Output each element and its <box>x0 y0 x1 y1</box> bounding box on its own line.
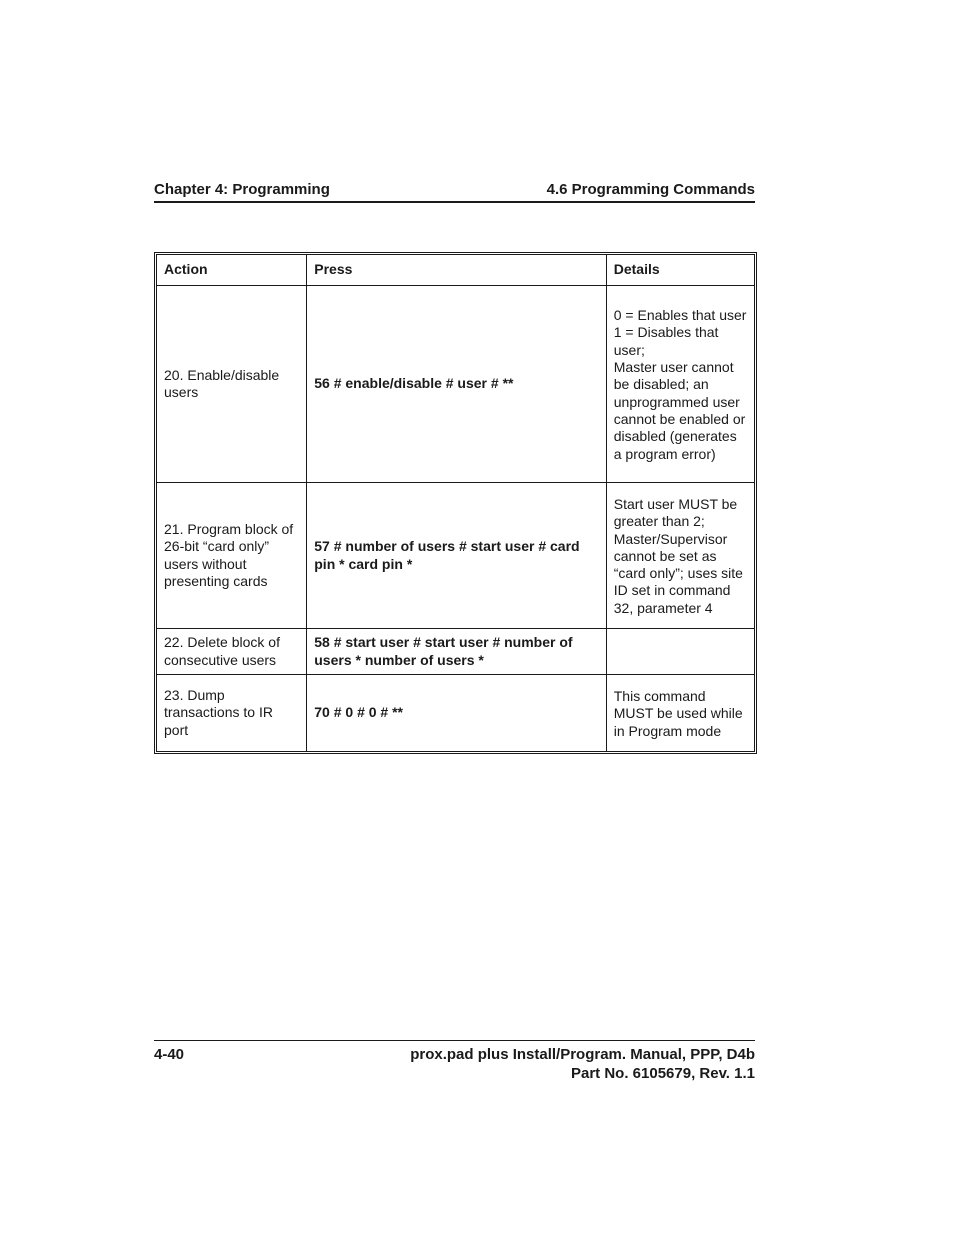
footer-document-info <box>410 1045 755 1083</box>
footer-manual-title: prox.pad plus Install/Program. Manual, PPP, D4b <box>410 1046 755 1063</box>
table-row <box>157 483 755 629</box>
details-line: Master user cannot be disabled; an unprogrammed user cannot be enabled or disabled (generates a program error) <box>613 359 746 462</box>
press-cell: 58 # start user # start user # number of users * number of users * <box>307 629 607 675</box>
action-cell: 23. Dump transactions to IR port <box>157 675 307 752</box>
details-line: This command MUST be used while in Program mode <box>613 688 743 739</box>
details-cell <box>606 629 754 675</box>
details-cell <box>606 483 754 629</box>
details-cell <box>606 286 754 483</box>
details-line: 0 = Enables that user <box>613 307 747 324</box>
table-row <box>157 629 755 675</box>
details-cell <box>606 675 754 752</box>
details-line: Start user MUST be greater than 2; Master/Supervisor cannot be set as “card only”; uses site ID set in command 32, parameter 4 <box>613 495 743 616</box>
press-cell: 57 # number of users # start user # card pin * card pin * <box>307 483 607 629</box>
chapter-title: Chapter 4: Programming <box>154 181 330 198</box>
table-row <box>157 675 755 752</box>
table-header-row <box>157 255 755 286</box>
column-header-press: Press <box>307 255 607 286</box>
footer-part-number: Part No. 6105679, Rev. 1.1 <box>571 1065 755 1082</box>
action-cell: 20. Enable/disable users <box>157 286 307 483</box>
action-cell: 21. Program block of 26-bit “card only” users without presenting cards <box>157 483 307 629</box>
commands-table <box>156 254 755 752</box>
press-cell: 70 # 0 # 0 # ** <box>307 675 607 752</box>
column-header-details: Details <box>606 255 754 286</box>
details-line: 1 = Disables that user; <box>613 324 719 358</box>
column-header-action: Action <box>157 255 307 286</box>
table-row <box>157 286 755 483</box>
commands-table-frame <box>154 252 757 754</box>
page-number: 4-40 <box>154 1046 185 1063</box>
page-header <box>154 180 755 203</box>
page-footer <box>154 1040 755 1082</box>
press-cell: 56 # enable/disable # user # ** <box>307 286 607 483</box>
action-cell: 22. Delete block of consecutive users <box>157 629 307 675</box>
section-title: 4.6 Programming Commands <box>546 181 755 198</box>
